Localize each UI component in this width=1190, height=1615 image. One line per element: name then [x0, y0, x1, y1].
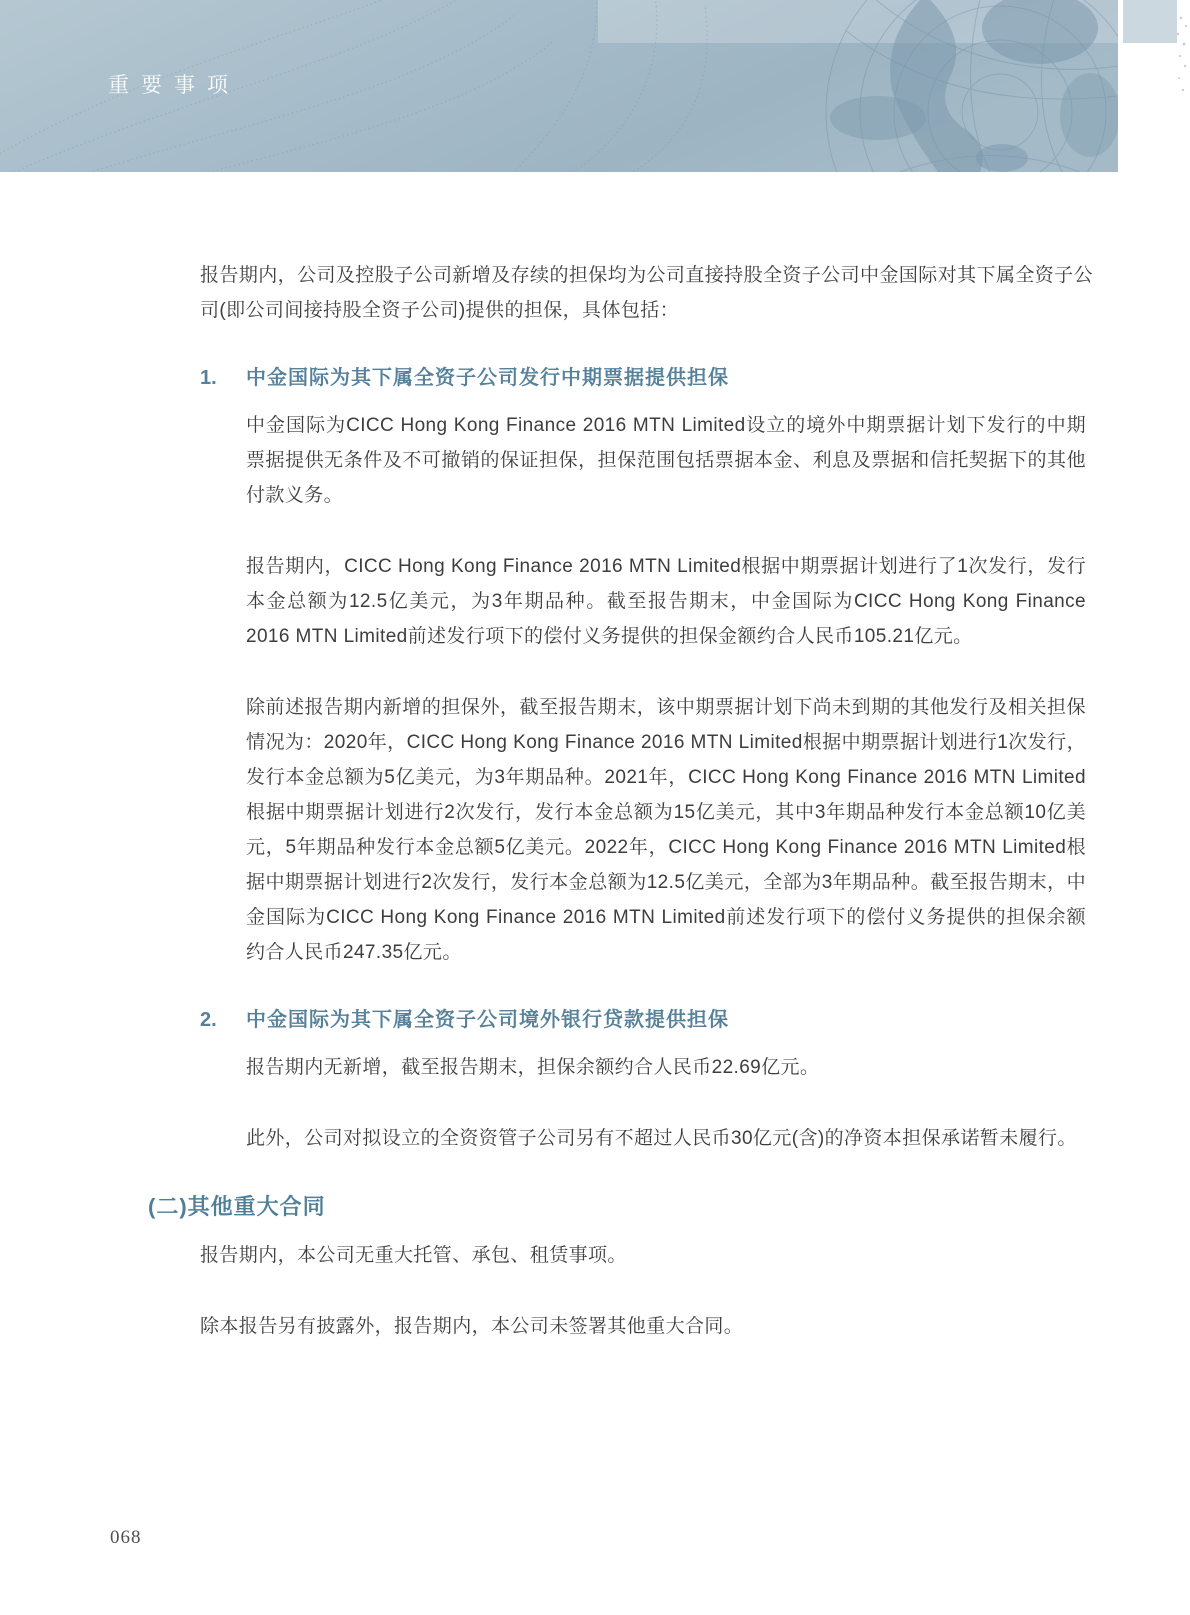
- paragraph: 报告期内，CICC Hong Kong Finance 2016 MTN Limited根据中期票据计划进行了1次发行，发行本金总额为12.5亿美元，为3年期品种。截至报告期末，中金国际为CICC Hong Kong Finance 2016 MTN Limited前述发行项下的偿付义务提供的担保金额约合人民币105.21亿元。: [246, 556, 1086, 647]
- page-header-banner: [0, 0, 1118, 172]
- document-body: [0, 258, 1190, 1380]
- page-number: 068: [110, 1527, 142, 1548]
- paragraph: 中金国际为CICC Hong Kong Finance 2016 MTN Limited设立的境外中期票据计划下发行的中期票据提供无条件及不可撤销的保证担保，担保范围包括票据本金、利息及票据和信托契据下的其他付款义务。: [246, 415, 1086, 506]
- section-2-number: 2.: [200, 1009, 217, 1031]
- subsection-title: (二)其他重大合同: [148, 1194, 326, 1219]
- page-header-title: 重要事项: [108, 73, 240, 98]
- section-mtn-guarantee: [0, 364, 1190, 970]
- section-2-heading: [200, 1006, 1086, 1034]
- section-1-number: 1.: [200, 367, 217, 389]
- section-bank-loan-guarantee: [0, 1006, 1190, 1156]
- paragraph: 除本报告另有披露外，报告期内，本公司未签署其他重大合同。: [200, 1316, 744, 1337]
- section-1-heading: [200, 364, 1086, 392]
- paragraph: 报告期内无新增，截至报告期末，担保余额约合人民币22.69亿元。: [246, 1057, 820, 1078]
- section-1-title: 中金国际为其下属全资子公司发行中期票据提供担保: [246, 367, 729, 389]
- corner-speckle-decoration: [1172, 6, 1190, 106]
- subsection-other-major-contracts: [0, 1192, 1190, 1344]
- intro-paragraph: 报告期内，公司及控股子公司新增及存续的担保均为公司直接持股全资子公司中金国际对其下属全资子公司(即公司间接持股全资子公司)提供的担保，具体包括：: [200, 265, 1093, 321]
- section-2-title: 中金国际为其下属全资子公司境外银行贷款提供担保: [246, 1009, 729, 1031]
- paragraph: 除前述报告期内新增的担保外，截至报告期末，该中期票据计划下尚未到期的其他发行及相关担保情况为：2020年，CICC Hong Kong Finance 2016 MTN Limited根据中期票据计划进行1次发行，发行本金总额为5亿美元，为3年期品种。2021年，CICC Hong Kong Finance 2016 MTN Limited根据中期票据计划进行2次发行，发行本金总额为15亿美元，其中3年期品种发行本金总额10亿美元，5年期品种发行本金总额5亿美元。2022年，CICC Hong Kong Finance 2016 MTN Limited根据中期票据计划进行2次发行，发行本金总额为12.5亿美元，全部为3年期品种。截至报告期末，中金国际为CICC Hong Kong Finance 2016 MTN Limited前述发行项下的偿付义务提供的担保余额约合人民币247.35亿元。: [246, 697, 1086, 963]
- header-corner-block: [1123, 0, 1177, 43]
- paragraph: 此外，公司对拟设立的全资资管子公司另有不超过人民币30亿元(含)的净资本担保承诺暂未履行。: [246, 1128, 1077, 1149]
- paragraph: 报告期内，本公司无重大托管、承包、租赁事项。: [200, 1245, 627, 1266]
